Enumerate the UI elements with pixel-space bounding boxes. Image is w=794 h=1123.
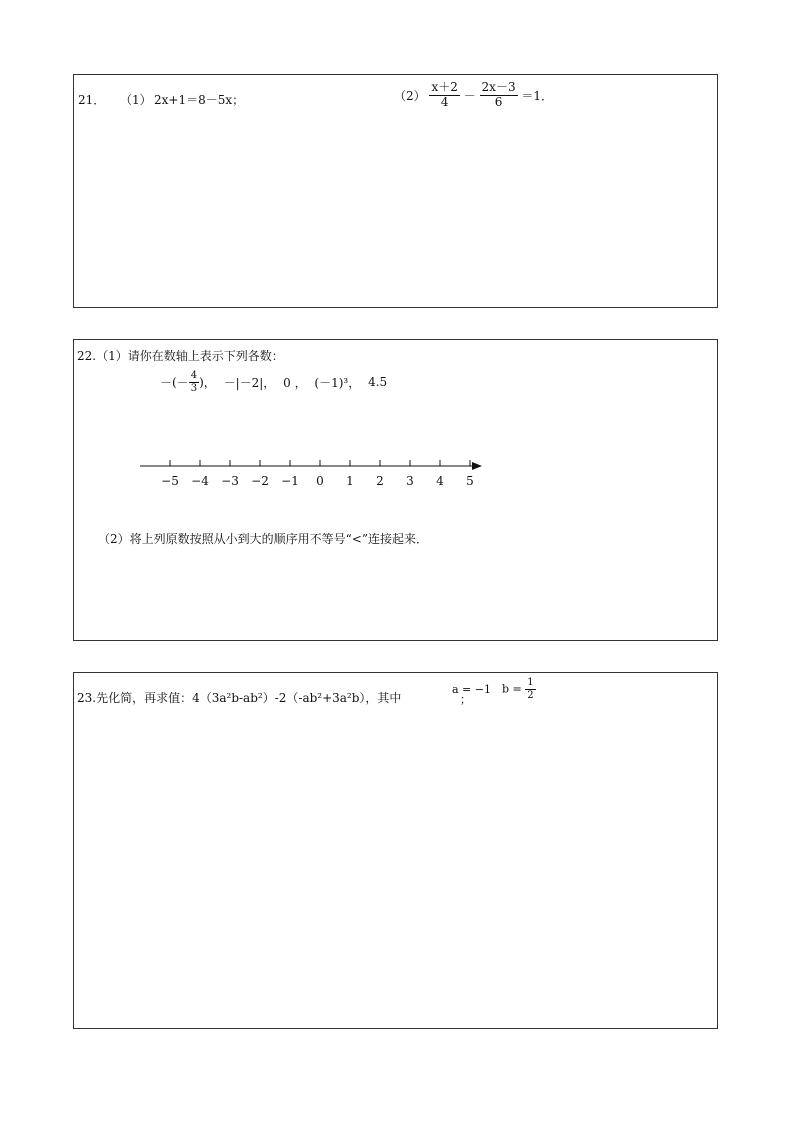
q22-item-1-fraction bbox=[189, 370, 199, 394]
q23-b-denominator: 2 bbox=[527, 689, 534, 701]
q21-fraction-1-denominator: 4 bbox=[440, 94, 449, 109]
q23-condition-b bbox=[502, 677, 536, 701]
q22-number-list bbox=[160, 370, 387, 394]
q22-item-2: －|－2|， bbox=[223, 375, 276, 390]
number-line-tick-label: 1 bbox=[346, 474, 354, 488]
number-line-tick-label: −5 bbox=[161, 474, 179, 488]
q22-item-1-prefix: －(－ bbox=[160, 375, 189, 390]
q22-prompt-1: 22.（1）请你在数轴上表示下列各数： bbox=[77, 349, 284, 363]
question-21-box bbox=[73, 74, 718, 308]
q21-part2 bbox=[394, 81, 553, 110]
number-line bbox=[134, 456, 494, 492]
q23-condition-a: a = −1 bbox=[452, 683, 491, 696]
q23-prompt: 23.先化简，再求值：4（3a²b-ab²）-2（-ab²+3a²b），其中 bbox=[77, 691, 402, 705]
number-line-arrow-icon bbox=[472, 462, 482, 470]
q21-fraction-2-numerator: 2x－3 bbox=[481, 80, 516, 94]
q22-item-4: (－1)³， bbox=[314, 375, 361, 390]
q21-part1-label: （1） bbox=[120, 93, 152, 107]
q22-item-1-numerator: 4 bbox=[190, 370, 198, 381]
q23-b-fraction bbox=[525, 677, 535, 701]
q21-fraction-1-numerator: x＋2 bbox=[431, 80, 458, 94]
q23-condition-b-label: b = bbox=[502, 682, 522, 696]
number-line-tick-label: −4 bbox=[191, 474, 209, 488]
q21-minus: － bbox=[463, 88, 476, 103]
number-line-ticks bbox=[161, 460, 474, 488]
q22-prompt-2: （2）将上列原数按照从小到大的顺序用不等号“<”连接起来． bbox=[98, 532, 428, 546]
question-23-box bbox=[73, 672, 718, 1029]
number-line-tick-label: 4 bbox=[436, 474, 444, 488]
q22-item-1-suffix: )， bbox=[199, 375, 216, 390]
q21-fraction-2-denominator: 6 bbox=[494, 94, 503, 109]
q21-part2-rhs: ＝1． bbox=[521, 88, 554, 103]
number-line-tick-label: −3 bbox=[221, 474, 239, 488]
q21-number: 21． bbox=[78, 93, 106, 107]
q21-part2-label: （2） bbox=[394, 88, 426, 103]
number-line-tick-label: −1 bbox=[281, 474, 299, 488]
number-line-tick-label: 5 bbox=[466, 474, 474, 488]
number-line-tick-label: −2 bbox=[251, 474, 269, 488]
number-line-tick-label: 3 bbox=[406, 474, 414, 488]
q21-fraction-2 bbox=[480, 81, 518, 110]
q23-b-numerator: 1 bbox=[527, 677, 534, 688]
q23-separator: ； bbox=[460, 693, 471, 706]
q21-fraction-1 bbox=[429, 81, 459, 110]
q21-part1-equation: 2x+1＝8－5x； bbox=[154, 93, 245, 107]
number-line-tick-label: 0 bbox=[316, 474, 324, 488]
q22-item-3: 0 ， bbox=[283, 375, 307, 390]
q22-item-1-denominator: 3 bbox=[190, 382, 198, 394]
number-line-tick-label: 2 bbox=[376, 474, 384, 488]
q22-item-5: 4.5 bbox=[368, 375, 388, 389]
question-22-box bbox=[73, 339, 718, 641]
